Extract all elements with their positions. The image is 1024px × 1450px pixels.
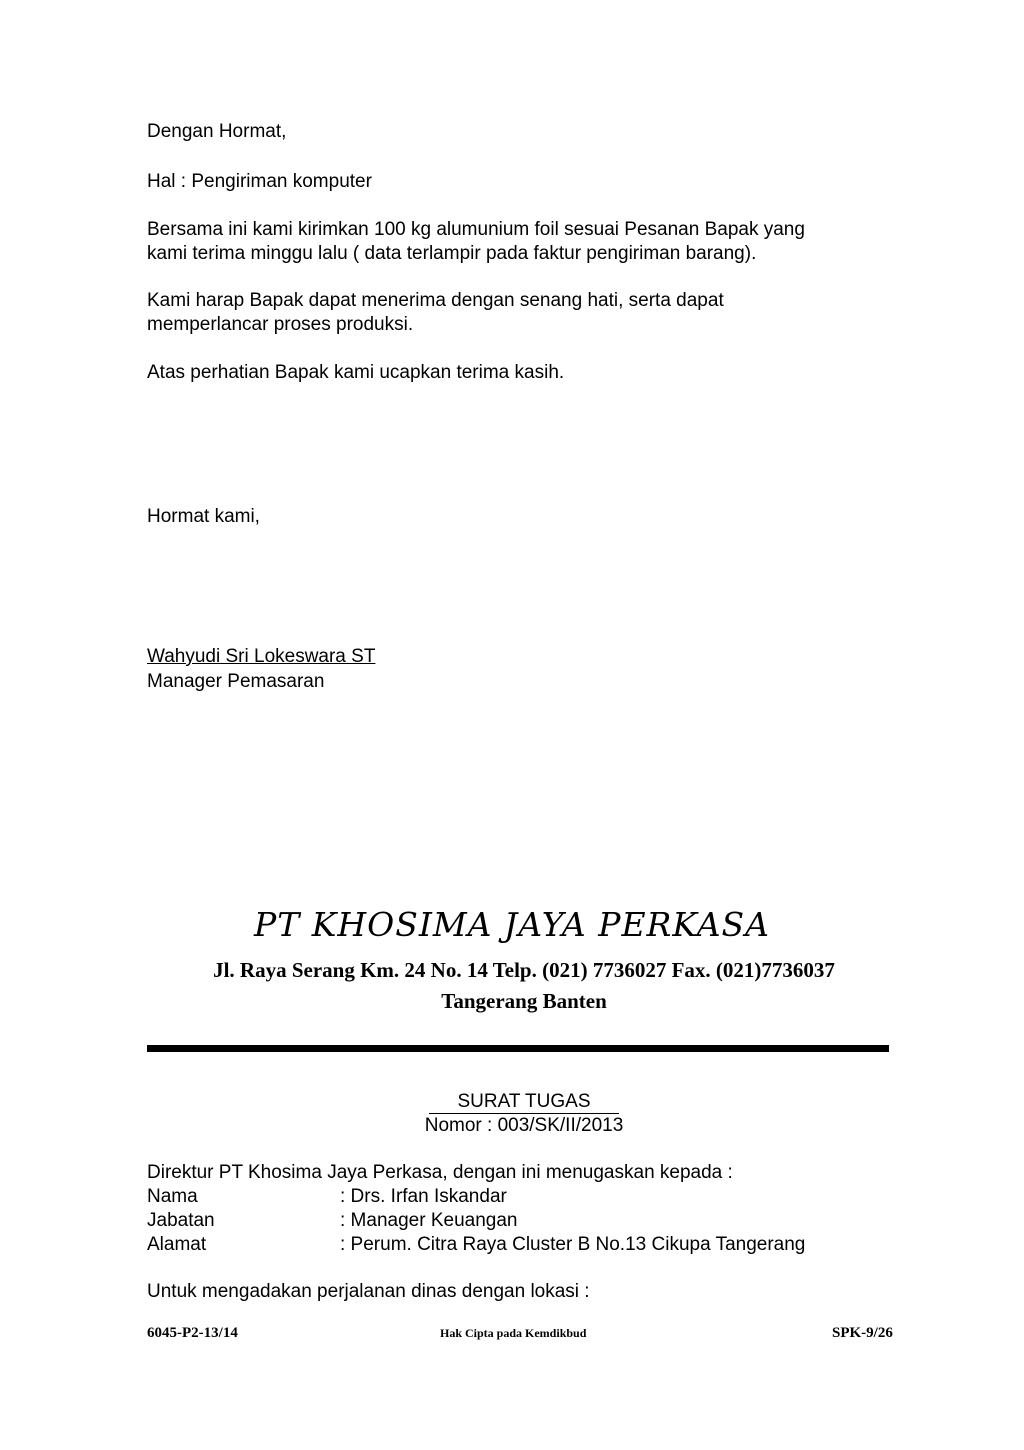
paragraph-1-line-1: Bersama ini kami kirimkan 100 kg alumunium foil sesuai Pesanan Bapak yang — [147, 219, 805, 240]
document-number: Nomor : 003/SK/II/2013 — [424, 1115, 624, 1136]
field-label-alamat: Alamat — [147, 1234, 207, 1255]
footer-page: SPK-9/26 — [832, 1325, 893, 1341]
field-label-jabatan: Jabatan — [147, 1210, 215, 1231]
company-name: PT KHOSIMA JAYA PERKASA — [254, 905, 770, 944]
signer-name: Wahyudi Sri Lokeswara ST — [147, 646, 376, 667]
company-city: Tangerang Banten — [441, 989, 607, 1013]
footer-copyright: Hak Cipta pada Kemdikbud — [440, 1326, 587, 1340]
field-value-jabatan: : Manager Keuangan — [340, 1210, 518, 1231]
field-label-nama: Nama — [147, 1186, 198, 1207]
signer-title: Manager Pemasaran — [147, 671, 325, 692]
letterhead-divider — [147, 1045, 889, 1052]
paragraph-2-line-1: Kami harap Bapak dapat menerima dengan senang hati, serta dapat — [147, 290, 724, 311]
paragraph-2-line-2: memperlancar proses produksi. — [147, 314, 414, 335]
subject-line: Hal : Pengiriman komputer — [147, 171, 372, 192]
company-address: Jl. Raya Serang Km. 24 No. 14 Telp. (021) 7736027 Fax. (021)7736037 — [213, 958, 835, 982]
field-value-alamat: : Perum. Citra Raya Cluster B No.13 Cikupa Tangerang — [340, 1234, 806, 1255]
paragraph-3: Atas perhatian Bapak kami ucapkan terima kasih. — [147, 362, 565, 383]
assignment-intro: Direktur PT Khosima Jaya Perkasa, dengan ini menugaskan kepada : — [147, 1162, 733, 1183]
greeting: Dengan Hormat, — [147, 121, 287, 142]
assignment-purpose: Untuk mengadakan perjalanan dinas dengan lokasi : — [147, 1281, 590, 1302]
closing: Hormat kami, — [147, 506, 260, 527]
surat-tugas-heading — [0, 1090, 1024, 1114]
footer-code: 6045-P2-13/14 — [147, 1325, 238, 1341]
field-value-nama: : Drs. Irfan Iskandar — [340, 1186, 507, 1207]
surat-tugas-title: SURAT TUGAS — [429, 1091, 618, 1114]
paragraph-1-line-2: kami terima minggu lalu ( data terlampir pada faktur pengiriman barang). — [147, 243, 757, 264]
